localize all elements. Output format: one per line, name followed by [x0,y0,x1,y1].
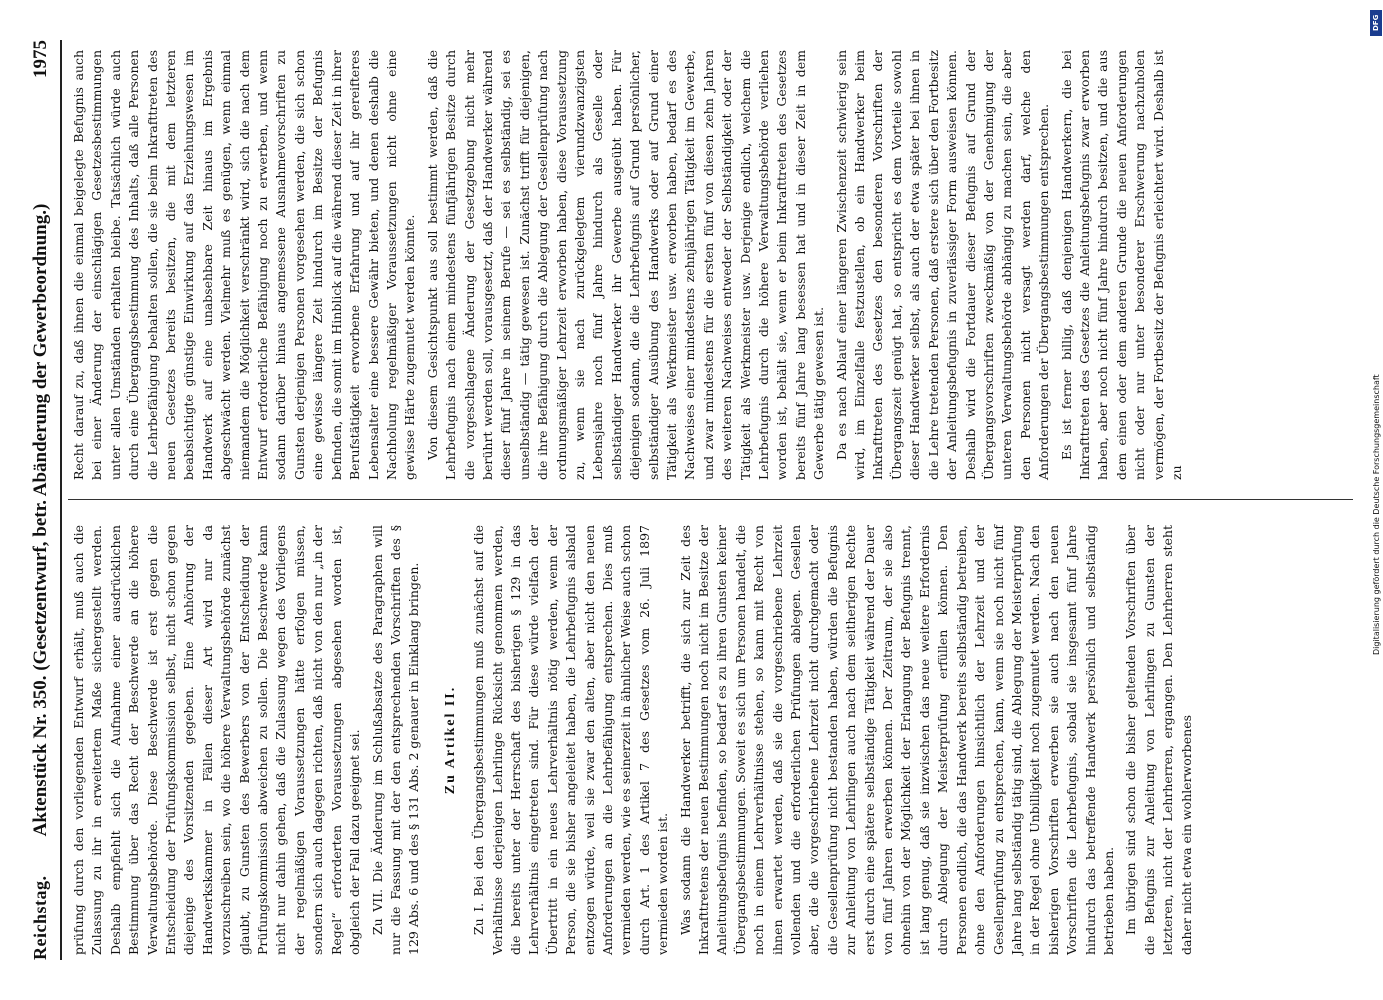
digitization-note: Digitalisierung gefördert durch die Deutsche Forschungsgemeinschaft [1372,374,1381,656]
left-column [70,525,1200,955]
paragraph: Es ist ferner billig, daß denjenigen Handwerkern, die bei Inkrafttreten des Gesetzes die Anleitungsbefugnis zwar erworben haben, aber noch nicht fünf Jahre hindurch besitzen, und die aus dem einen oder dem anderen Grunde die neuen Anforderungen nicht oder nur unter besonderer Erschwerung nachzuholen vermögen, der Fortbesitz der Befugnis erleichtert wird. Deshalb ist zu [1058,50,1184,480]
paragraph: Zu I. Bei den Übergangsbestimmungen muß zunächst auf die Verhältnisse derjenigen Lehrlinge Rücksicht genommen werden, die bereits unter der Herrschaft des bisherigen § 129 in das Lehrverhältnis eingetreten sind. Für diese würde vielfach der Übertritt in ein neues Lehrverhältnis nötig werden, wenn der Person, die sie bisher angeleitet haben, die Lehrbefugnis alsbald entzogen würde, weil sie zwar den alten, aber nicht den neuen Anforderungen an die Lehrbefähigung entsprechen. Dies muß vermieden werden, wie es seinerzeit in ähnlicher Weise auch schon durch Art. 1 des Artikel 7 des Gesetzes vom 26. Juli 1897 vermieden worden ist. [471,525,671,955]
section-heading: Zu Artikel II. [442,685,458,795]
column-divider [68,499,1353,500]
paragraph: Was sodann die Handwerker betrifft, die sich zur Zeit des Inkrafttretens der neuen Bestimmungen noch nicht im Besitze der Anleitungsbefugnis befinden, so bedarf es zu ihren Gunsten keiner Übergangsbestimmungen. Soweit es sich um Personen handelt, die noch in einem Lehrverhältnisse stehen, so kann mit Recht von ihnen erwartet werden, daß sie die vorgeschriebene Lehrzeit vollenden und die erforderlichen Prüfungen ablegen. Gesellen aber, die die vorgeschriebene Lehrzeit nicht durchgemacht oder die Gesellenprüfung nicht bestanden haben, würden die Befugnis zur Anleitung von Lehrlingen auch nach dem seitherigen Rechte erst durch eine spätere selbständige Tätigkeit während der Dauer von fünf Jahren erwerben können. Der Zeitraum, der sie also ohnehin von der Möglichkeit der Erlangung der Befugnis trennt, ist lang genug, daß sie inzwischen das neue weitere Erfordernis durch Ablegung der Meisterprüfung erfüllen können. Den Personen endlich, die das Handwerk bereits selbständig betreiben, ohne den Anforderungen hinsichtlich der Lehrzeit und der Gesellenprüfung zu entsprechen, kann, wenn sie noch nicht fünf Jahre lang selbständig tätig sind, die Ablegung der Meisterprüfung in der Regel ohne Unbilligkeit noch zugemutet werden. Nach den bisherigen Vorschriften erwerben sie auch nach den neuen Vorschriften die Lehrbefugnis, sobald sie insgesamt fünf Jahre hindurch das betreffende Handwerk persönlich und selbständig betrieben haben. [677,525,1116,955]
paragraph: Von diesem Gesichtspunkt aus soll bestimmt werden, daß die Lehrbefugnis nach einem mindestens fünfjährigen Besitze durch die vorgeschlagene Änderung der Gesetzgebung nicht mehr berührt werden soll, vorausgesetzt, daß der Handwerker während dieser fünf Jahre in seinem Berufe — sei es selbständig, sei es unselbständig — tätig gewesen ist. Zunächst trifft für diejenigen, die ihre Befähigung durch die Ablegung der Gesellenprüfung nach ordnungsmäßiger Lehrzeit erworben haben, diese Voraussetzung zu, wenn sie nach zurückgelegtem vierundzwanzigsten Lebensjahre noch fünf Jahre hindurch als Geselle oder selbständiger Handwerker ihr Gewerbe ausgeübt haben. Für diejenigen sodann, die die Lehrbefugnis auf Grund persönlicher, selbständiger Ausübung des Handwerks oder auf Grund einer Tätigkeit als Werkmeister usw. erworben haben, bedarf es des Nachweises einer mindestens zehnjährigen Tätigkeit im Gewerbe, und zwar mindestens für die ersten fünf von diesen zehn Jahren des weiteren Nachweises entweder der Selbständigkeit oder der Tätigkeit als Werkmeister usw. Derjenige endlich, welchem die Lehrbefugnis durch die höhere Verwaltungsbehörde verliehen worden ist, behält sie, wenn er beim Inkrafttreten des Gesetzes bereits fünf Jahre lang besessen hat und in dieser Zeit in dem Gewerbe tätig gewesen ist. [424,50,827,480]
header-title: Aktenstück Nr. 350. (Gesetzentwurf, betr. Abänderung der Gewerbeordnung.) [30,203,51,837]
paragraph: Zu VII. Die Änderung im Schlußabsatze des Paragraphen will nur die Fassung mit der den entsprechenden Vorschriften des § 129 Abs. 6 und des § 131 Abs. 2 genauer in Einklang bringen. [369,525,422,955]
header-left: Reichstag. [30,875,50,960]
paragraph: Recht darauf zu, daß ihnen die einmal beigelegte Befugnis auch bei einer Änderung der einschlägigen Gesetzesbestimmungen unter allen Umständen erhalten bleibe. Tatsächlich würde auch durch eine Übergangsbestimmung des Inhalts, daß alle Personen die Lehrbefähigung behalten sollen, die sie beim Inkrafttreten des neuen Gesetzes bereits besitzen, die mit dem letzteren beabsichtigte günstige Einwirkung auf das Erziehungswesen im Handwerk auf eine unabsehbare Zeit hinaus im Ergebnis abgeschwächt werden. Vielmehr muß es genügen, wenn einmal niemandem die Möglichkeit verschränkt wird, sich die nach dem Entwurf erforderliche Befähigung noch zu erwerben, und wenn sodann darüber hinaus angemessene Ausnahmevorschriften zu Gunsten derjenigen Personen vorgesehen werden, die sich schon eine gewisse längere Zeit hindurch im Besitze der Befugnis befinden, die somit im Hinblick auf die während dieser Zeit in ihrer Berufstätigkeit erworbene Erfahrung und auf ihr gereifteres Lebensalter eine bessere Gewähr bieten, und denen deshalb die Nachholung regelmäßiger Voraussetzungen nicht ohne eine gewisse Härte zugemutet werden könnte. [71,50,418,480]
paragraph: Im übrigen sind schon die bisher geltenden Vorschriften über die Befugnis zur Anleitung von Lehrlingen zu Gunsten der letzteren, nicht der Lehrherren, ergangen. Den Lehrherren steht daher nicht etwa ein wohlerworbenes [1123,525,1194,955]
paragraph: Da es nach Ablauf einer längeren Zwischenzeit schwierig sein wird, im Einzelfalle festzustellen, ob ein Handwerker beim Inkrafttreten des Gesetzes den besonderen Vorschriften der Übergangszeit genügt hat, so entspricht es dem Vorteile sowohl dieser Handwerker selbst, als auch der etwa später bei ihnen in die Lehre tretenden Personen, daß erstere sich über den Fortbesitz der Anleitungsbefugnis in zuverlässiger Form ausweisen können. Deshalb wird die Fortdauer dieser Befugnis auf Grund der Übergangsvorschriften zweckmäßig von der Genehmigung der unteren Verwaltungsbehörde abhängig zu machen sein, die aber den Personen nicht versagt werden darf, welche den Anforderungen der Übergangsbestimmungen entsprechen. [833,50,1052,480]
dfg-logo: DFG [1370,10,1382,36]
right-column [70,50,1190,480]
header-rule [60,40,62,960]
paragraph: prüfung durch den vorliegenden Entwurf erhält, muß auch die Zulassung zu ihr in erweitertem Maße sichergestellt werden. Deshalb empfiehlt sich die Aufnahme einer ausdrücklichen Bestimmung über das Recht der Beschwerde an die höhere Verwaltungsbehörde. Diese Beschwerde ist erst gegen die Entscheidung der Prüfungskommission selbst, nicht schon gegen diejenige des Vorsitzenden gegeben. Eine Anhörung der Handwerkskammer in Fällen dieser Art wird nur da vorzuschreiben sein, wo die höhere Verwaltungsbehörde zunächst glaubt, zu Gunsten des Bewerbers von der Entscheidung der Prüfungskommission abweichen zu sollen. Die Beschwerde kann nicht nur dahin gehen, daß die Zulassung wegen des Vorliegens der regelmäßigen Voraussetzungen hätte erfolgen müssen, sondern sich auch dagegen richten, daß nicht von den nur „in der Regel“ erforderten Voraussetzungen abgesehen worden ist, obgleich der Fall dazu geeignet sei. [71,525,363,955]
page-header [20,0,70,1000]
page-number: 1975 [30,40,51,78]
